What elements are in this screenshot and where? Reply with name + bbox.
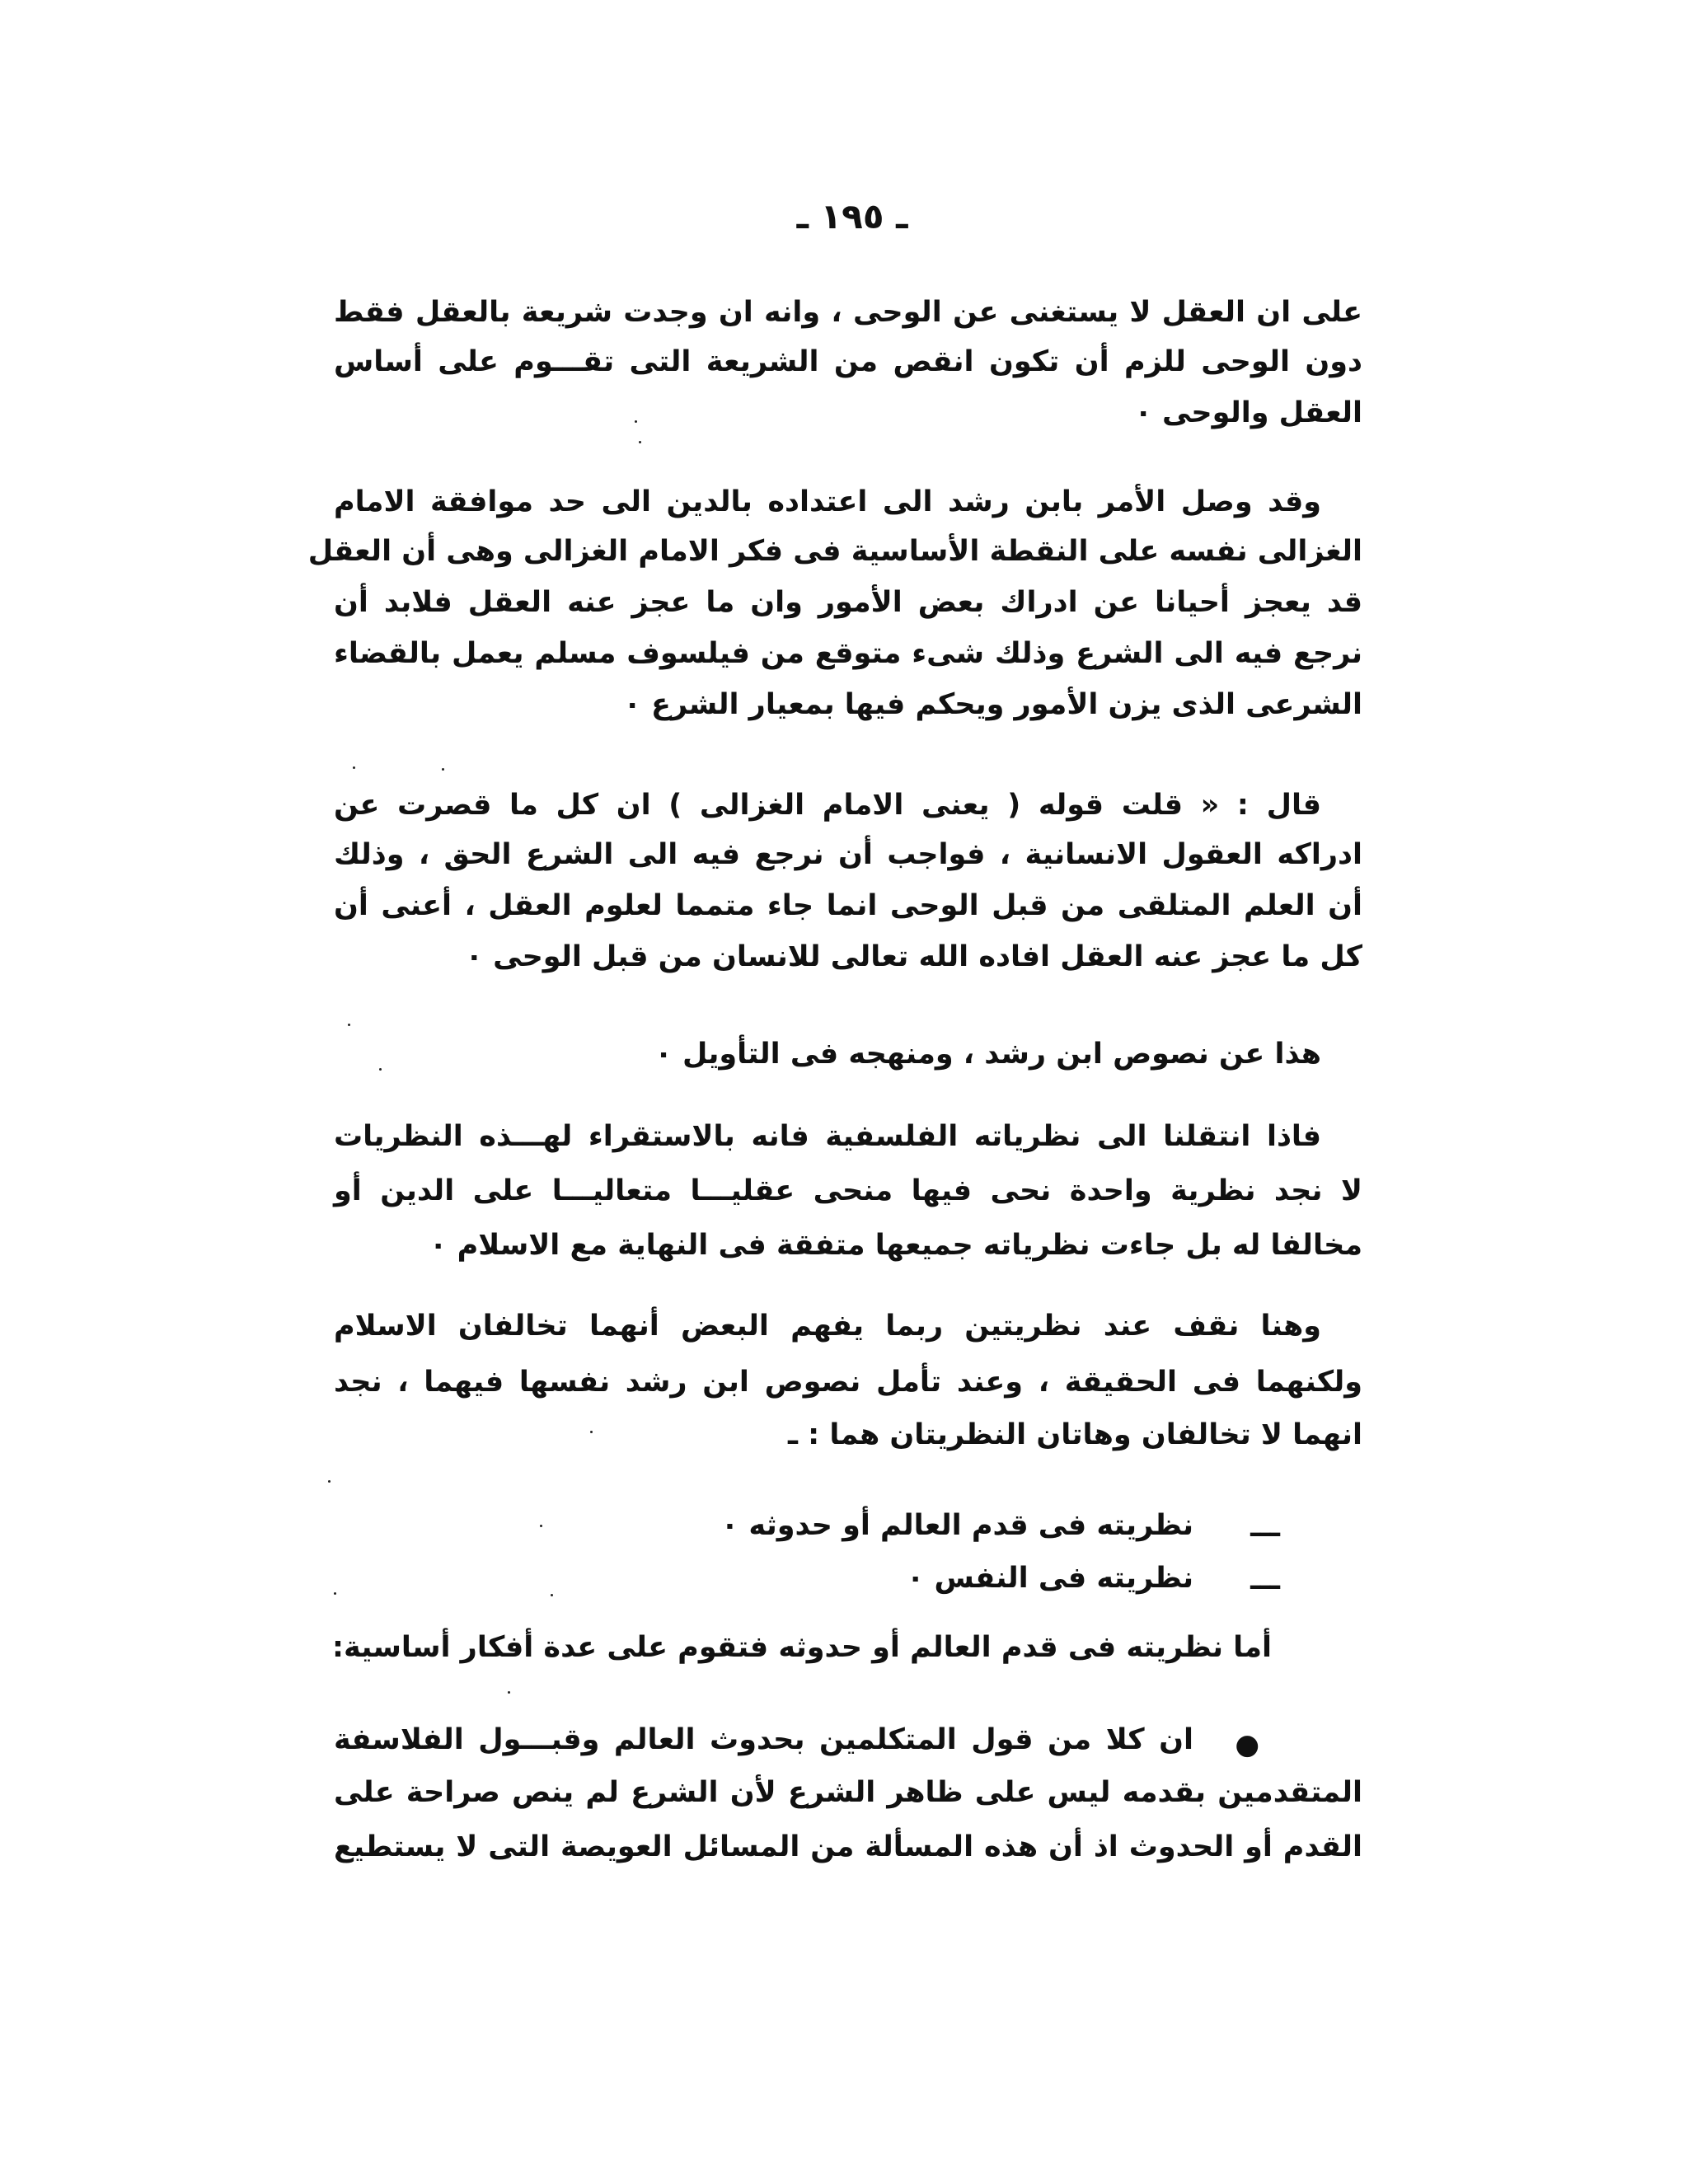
scan-speck [590,1431,593,1433]
scan-speck [328,1480,331,1483]
scan-speck [540,1525,542,1527]
scan-speck [639,441,641,443]
scan-speck [334,1592,336,1595]
list-item-2-dash: ـــ [1250,1563,1280,1596]
after-list-sentence: أما نظريته فى قدم العالم أو حدوثه فتقوم على عدة أفكار أساسية: [332,1631,1272,1664]
paragraph-3-line-4: كل ما عجز عنه العقل افاده الله تعالى للانسان من قبل الوحى ٠ [465,940,1362,973]
paragraph-5-line-2: لا نجد نظرية واحدة نحى فيها منحى عقليـــا متعاليـــا على الدين أو [334,1174,1362,1207]
list-item-1-dash: ـــ [1250,1511,1280,1544]
paragraph-6-line-1: وهنا نقف عند نظريتين ربما يفهم البعض أنهما تخالفان الاسلام [334,1310,1321,1343]
paragraph-2-line-4: نرجع فيه الى الشرع وذلك شىء متوقع من فيلسوف مسلم يعمل بالقضاء [334,637,1362,670]
paragraph-1-line-2: دون الوحى للزم أن تكون انقص من الشريعة التى تقـــوم على أساس [334,345,1362,378]
paragraph-6-line-3: انهما لا تخالفان وهاتان النظريتان هما : ـ [788,1418,1362,1451]
scan-speck [353,766,355,769]
bullet-paragraph-line-3: القدم أو الحدوث اذ أن هذه المسألة من المسائل العويصة التى لا يستطيع [334,1830,1362,1863]
bullet-paragraph-line-2: المتقدمين بقدمه ليس على ظاهر الشرع لأن الشرع لم ينص صراحة على [334,1776,1362,1809]
paragraph-6-line-2: ولكنهما فى الحقيقة ، وعند تأمل نصوص ابن رشد نفسها فيهما ، نجد [334,1366,1362,1399]
paragraph-1-line-1: على ان العقل لا يستغنى عن الوحى ، وانه ان وجدت شريعة بالعقل فقط [334,296,1362,329]
paragraph-1-line-3: العقل والوحى ٠ [1134,396,1362,429]
paragraph-3-line-1: قال : « قلت قوله ( يعنى الامام الغزالى ) ان كل ما قصرت عن [334,789,1321,822]
paragraph-5-line-3: مخالفا له بل جاءت نظرياته جميعها متفقة فى النهاية مع الاسلام ٠ [429,1229,1362,1262]
scan-speck [508,1691,510,1694]
paragraph-5-line-1: فاذا انتقلنا الى نظرياته الفلسفية فانه بالاستقراء لهـــذه النظريات [334,1120,1321,1153]
paragraph-2-line-3: قد يعجز أحيانا عن ادراك بعض الأمور وان ما عجز عنه العقل فلابد أن [334,586,1362,619]
scan-speck [348,1024,350,1026]
paragraph-3-line-2: ادراكه العقول الانسانية ، فواجب أن نرجع فيه الى الشرع الحق ، وذلك [334,838,1362,871]
scan-speck [379,1068,382,1071]
paragraph-4-line-1: هذا عن نصوص ابن رشد ، ومنهجه فى التأويل ٠ [654,1038,1321,1071]
page-number: ـ ١٩٥ ـ [796,196,908,237]
list-item-2: نظريته فى النفس ٠ [906,1562,1193,1595]
list-item-1: نظريته فى قدم العالم أو حدوثه ٠ [720,1509,1193,1542]
paragraph-2-line-5: الشرعى الذى يزن الأمور ويحكم فيها بمعيار الشرع ٠ [623,688,1362,721]
paragraph-2-line-2: الغزالى نفسه على النقطة الأساسية فى فكر الامام الغزالى وهى أن العقل [307,535,1362,568]
paragraph-3-line-3: أن العلم المتلقى من قبل الوحى انما جاء متمما لعلوم العقل ، أعنى أن [334,889,1362,922]
scan-speck [635,420,637,423]
scan-speck [551,1594,553,1596]
scan-speck [442,768,444,771]
paragraph-2-line-1: وقد وصل الأمر بابن رشد الى اعتداده بالدين الى حد موافقة الامام [334,485,1321,518]
bullet-icon: ● [1235,1728,1259,1761]
bullet-paragraph-line-1: ان كلا من قول المتكلمين بحدوث العالم وقبـــول الفلاسفة [334,1723,1193,1756]
